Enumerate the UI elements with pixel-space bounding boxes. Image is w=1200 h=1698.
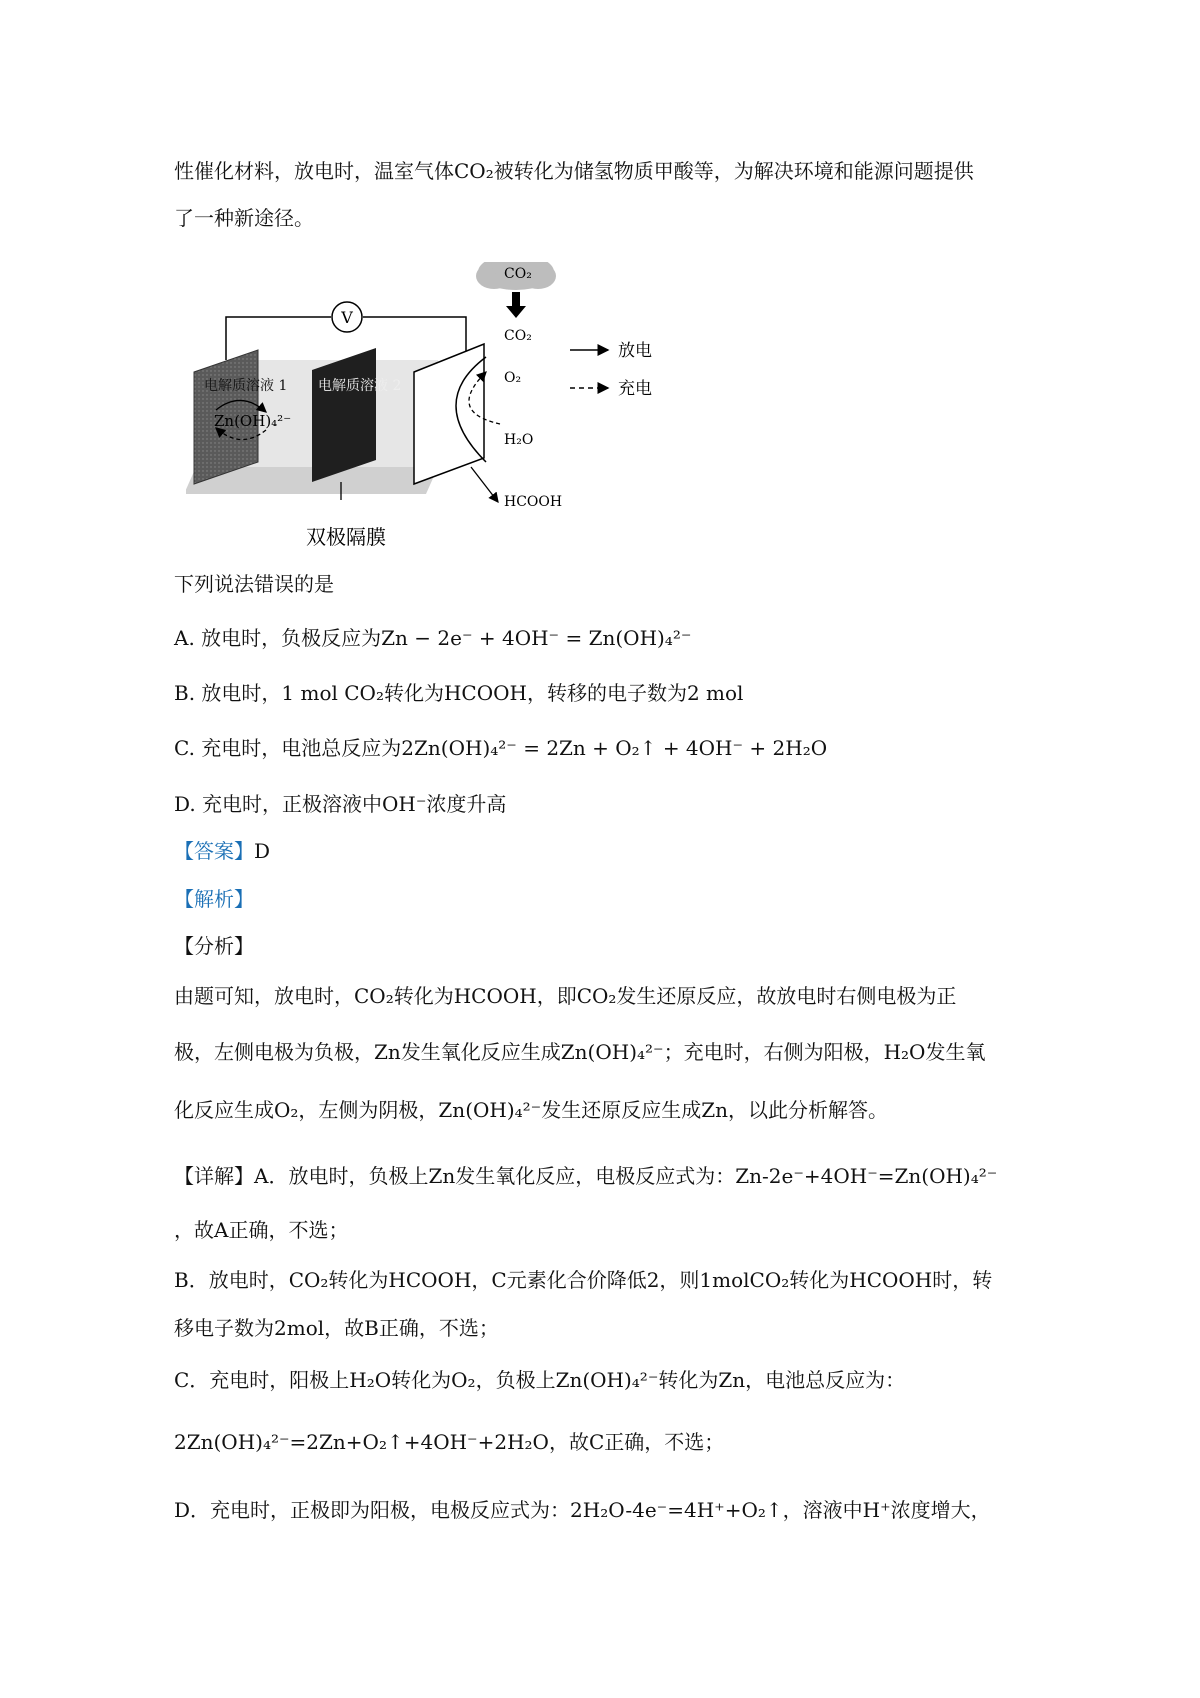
detail-b-line-2: 移电子数为2mol，故B正确，不选；	[174, 1316, 499, 1340]
answer-value: D	[254, 839, 271, 863]
option-c: C. 充电时，电池总反应为2Zn(OH)₄²⁻ = 2Zn + O₂↑ + 4OH⁻ + 2H₂O	[174, 736, 828, 760]
intro-line-2: 了一种新途径。	[174, 206, 314, 230]
battery-diagram	[186, 262, 666, 558]
option-b: B. 放电时，1 mol CO₂转化为HCOOH，转移的电子数为2 mol	[174, 681, 744, 705]
legend-charge: 充电	[618, 379, 652, 399]
bipolar-membrane	[312, 348, 376, 482]
option-d: D. 充电时，正极溶液中OH⁻浓度升高	[174, 792, 507, 816]
answer-label: 【答案】	[174, 839, 254, 863]
answer-line	[174, 837, 270, 865]
detail-b-line-1: B．放电时，CO₂转化为HCOOH，C元素化合价降低2，则1molCO₂转化为HCOOH时，转	[174, 1268, 993, 1292]
fenxi-line-2: 极，左侧电极为负极，Zn发生氧化反应生成Zn(OH)₄²⁻；充电时，右侧为阳极，H₂O发生氧	[174, 1040, 986, 1064]
question-prompt: 下列说法错误的是	[174, 572, 334, 596]
detail-a-line-1: 【详解】A．放电时，负极上Zn发生氧化反应，电极反应式为：Zn-2e⁻+4OH⁻=Zn(OH)₄²⁻	[174, 1164, 998, 1188]
co2-label: CO₂	[504, 328, 532, 344]
electrolyte-1-label: 电解质溶液 1	[204, 378, 288, 394]
fenxi-line-1: 由题可知，放电时，CO₂转化为HCOOH，即CO₂发生还原反应，故放电时右侧电极为正	[174, 984, 957, 1008]
detail-c-line-1: C．充电时，阳极上H₂O转化为O₂，负极上Zn(OH)₄²⁻转化为Zn，电池总反应为：	[174, 1368, 906, 1392]
detail-a-line-2: ，故A正确，不选；	[174, 1218, 349, 1242]
intro-line-1: 性催化材料，放电时，温室气体CO₂被转化为储氢物质甲酸等，为解决环境和能源问题提供	[174, 159, 974, 183]
cloud-co2-label: CO₂	[504, 266, 532, 282]
fenxi-line-3: 化反应生成O₂，左侧为阴极，Zn(OH)₄²⁻发生还原反应生成Zn，以此分析解答。	[174, 1098, 889, 1122]
electrolyte-2-label: 电解质溶液 2	[318, 378, 402, 394]
analysis-label: 【解析】	[174, 887, 254, 911]
detail-c-line-2: 2Zn(OH)₄²⁻=2Zn+O₂↑+4OH⁻+2H₂O，故C正确，不选；	[174, 1430, 725, 1454]
detail-d-line-1: D．充电时，正极即为阳极，电极反应式为：2H₂O-4e⁻=4H⁺+O₂↑，溶液中H⁺浓度增大，	[174, 1498, 991, 1522]
fenxi-label: 【分析】	[174, 934, 254, 958]
legend-discharge: 放电	[618, 341, 652, 361]
zincate-ion-label: Zn(OH)₄²⁻	[214, 412, 292, 430]
membrane-label: 双极隔膜	[306, 525, 386, 549]
voltmeter-label: V	[341, 308, 353, 327]
option-a: A. 放电时，负极反应为Zn − 2e⁻ + 4OH⁻ = Zn(OH)₄²⁻	[174, 626, 692, 650]
h2o-label: H₂O	[504, 432, 534, 448]
hcooh-label: HCOOH	[504, 494, 563, 510]
o2-label: O₂	[504, 370, 522, 386]
